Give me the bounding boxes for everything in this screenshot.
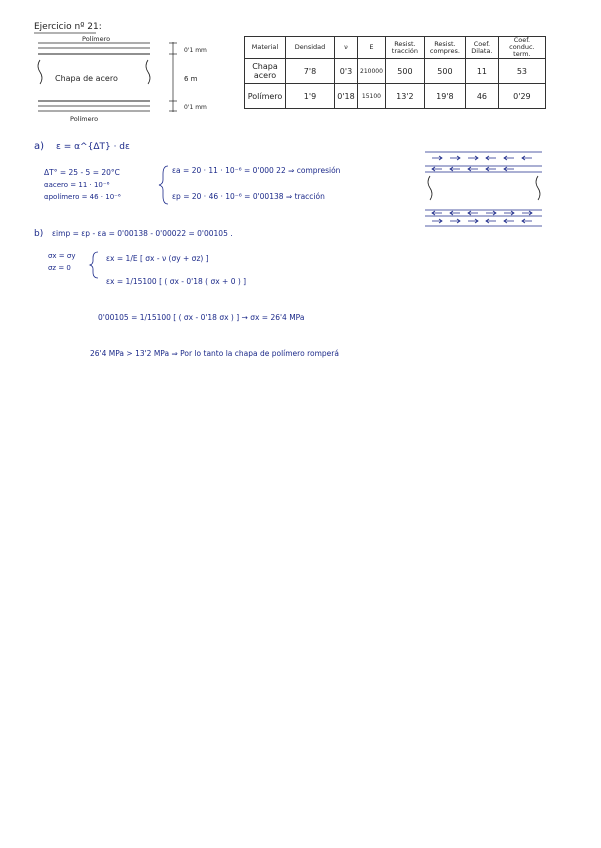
table-cell: 0'18 bbox=[335, 84, 358, 109]
table-cell: Chapa acero bbox=[245, 59, 286, 84]
part-b-hooke-law: εx = 1/E [ σx - ν (σy + σz) ] bbox=[106, 254, 209, 263]
part-b-condition-1: σx = σy bbox=[48, 252, 76, 260]
table-cell: 1'9 bbox=[286, 84, 335, 109]
part-b-solution: 0'00105 = 1/15100 [ ( σx - 0'18 σx ) ] → σx = 26'4 MPa bbox=[98, 313, 305, 322]
dim-bottom: 0'1 mm bbox=[184, 104, 207, 111]
dim-top: 0'1 mm bbox=[184, 47, 207, 54]
part-b-imposed-strain: εimp = εp - εa = 0'00138 - 0'00022 = 0'00105 . bbox=[52, 229, 233, 238]
table-cell: 46 bbox=[465, 84, 498, 109]
header-poisson: ν bbox=[335, 37, 358, 59]
part-b-label: b) bbox=[34, 229, 44, 239]
part-a-equation: ε = α^{ΔT} · dε bbox=[56, 142, 130, 152]
table-cell: Polímero bbox=[245, 84, 286, 109]
table-cell: 53 bbox=[498, 59, 545, 84]
part-a-result-polymer: εp = 20 · 46 · 10⁻⁶ = 0'00138 ⇒ tracción bbox=[172, 192, 325, 201]
table-row bbox=[245, 84, 546, 109]
header-tensile: Resist. tracción bbox=[385, 37, 424, 59]
table-cell: 500 bbox=[424, 59, 465, 84]
table-cell: 0'3 bbox=[335, 59, 358, 84]
part-b-condition-2: σz = 0 bbox=[48, 264, 71, 272]
header-expansion: Coef. Dilata. bbox=[465, 37, 498, 59]
part-a-given-dt: ΔT° = 25 - 5 = 20°C bbox=[44, 168, 120, 177]
header-density: Densidad bbox=[286, 37, 335, 59]
header-material: Material bbox=[245, 37, 286, 59]
header-modulus: E bbox=[358, 37, 386, 59]
part-b-substitution: εx = 1/15100 [ ( σx - 0'18 ( σx + 0 ) ] bbox=[106, 277, 247, 286]
header-conductivity: Coef. conduc. term. bbox=[498, 37, 545, 59]
top-layer-label: Polímero bbox=[82, 35, 111, 43]
table-cell: 210000 bbox=[358, 59, 386, 84]
dim-mid: 6 m bbox=[184, 75, 198, 83]
steel-plate-label: Chapa de acero bbox=[55, 74, 118, 83]
part-a-given-alpha-polymer: αpolímero = 46 · 10⁻⁶ bbox=[44, 193, 121, 201]
header-compressive: Resist. compres. bbox=[424, 37, 465, 59]
table-cell: 15100 bbox=[358, 84, 386, 109]
bottom-layer-label: Polímero bbox=[70, 115, 99, 123]
table-cell: 19'8 bbox=[424, 84, 465, 109]
part-b-conclusion: 26'4 MPa > 13'2 MPa ⇒ Por lo tanto la chapa de polímero romperá bbox=[90, 349, 339, 358]
table-cell: 7'8 bbox=[286, 59, 335, 84]
exercise-title: Ejercicio nº 21: bbox=[34, 22, 102, 32]
table-cell: 0'29 bbox=[498, 84, 545, 109]
table-cell: 500 bbox=[385, 59, 424, 84]
properties-table bbox=[244, 36, 546, 109]
table-cell: 11 bbox=[465, 59, 498, 84]
table-cell: 13'2 bbox=[385, 84, 424, 109]
part-a-result-steel: εa = 20 · 11 · 10⁻⁶ = 0'000 22 ⇒ compresión bbox=[172, 166, 341, 175]
part-a-given-alpha-steel: αacero = 11 · 10⁻⁶ bbox=[44, 181, 110, 189]
part-a-label: a) bbox=[34, 141, 45, 152]
table-row bbox=[245, 59, 546, 84]
